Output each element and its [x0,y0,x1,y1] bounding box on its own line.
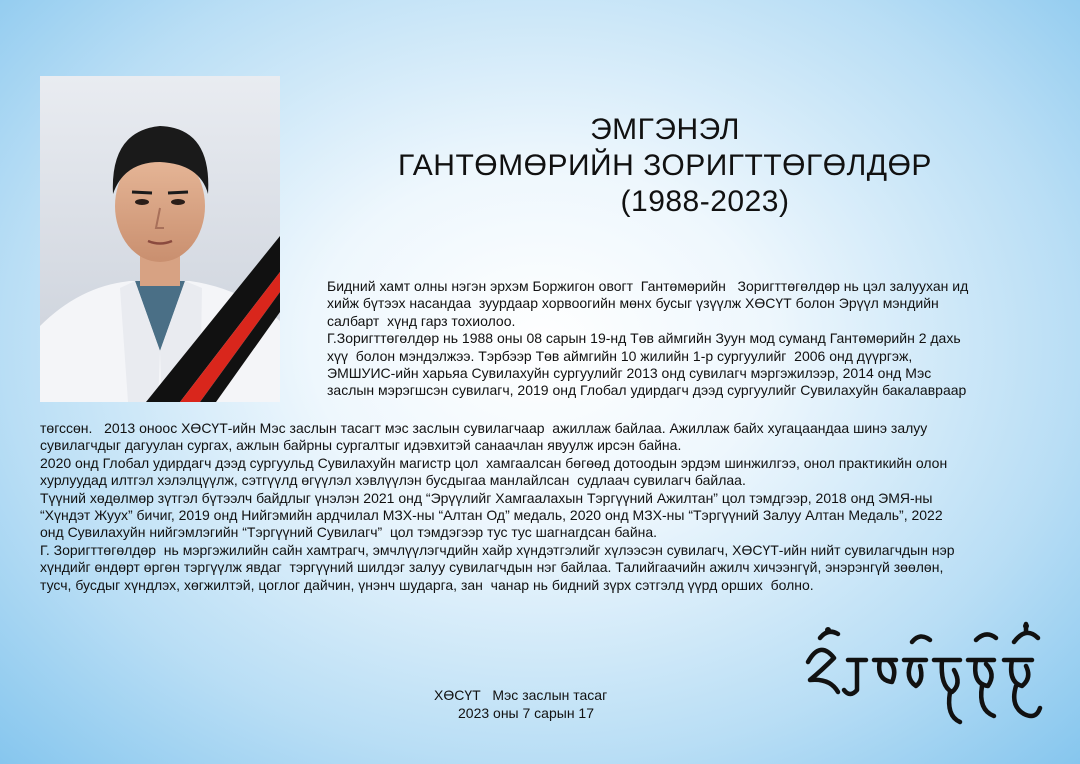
mantra-script-drawing [800,620,1050,740]
portrait-illustration [40,76,280,402]
signature-block [434,686,634,722]
biography-line: хүндийг өндөрт өргөн тэргүүлж явдаг тэргүүний шилдэг залуу сувилагчдын нэг байлаа. Талийгаачийн ажилч хичээнгүй, энэрэнгүй зөөлөн, [40,559,944,576]
biography-text-lower [40,420,1050,594]
memorial-title-block [380,112,950,220]
tibetan-mantra-calligraphy [800,620,1050,740]
biography-line: Г. Зоригттөгөлдөр нь мэргэжилийн сайн хамтрагч, эмчлүүлэгчдийн хайр хүндэтгэлийг хүлээсэн сувилагч, ХӨСҮТ-ийн нийт сувилагчдын нэр [40,541,955,558]
biography-line: “Хүндэт Жуух” бичиг, 2019 онд Нийгэмийн ардчилал МЗХ-ны “Алтан Од” медаль, 2020 онд МЗХ-ны “Тэргүүний Залуу Алтан Медаль”, 2022 [40,507,943,524]
biography-line: Бидний хамт олны нэгэн эрхэм Боржигон овогт Гантөмөрийн Зоригттөгөлдөр нь цэл залуухан ид [327,278,969,294]
biography-line: төгссөн. 2013 оноос ХӨСҮТ-ийн Мэс заслын тасагт мэс заслын сувилагчаар ажиллаж байлаа. Ажиллаж байх хугацаандаа шинэ залуу [40,420,928,436]
biography-line: тусч, бусдыг хүндлэх, хөгжилтэй, цоглог дайчин, үнэнч шударга, зан чанар нь бидний зүрх сэтгэлд үүрд орших болно. [40,576,814,593]
biography-line: хурлуудад илтгэл хэлэлцүүлж, сэтгүүлд өгүүлэл хэвлүүлэн бусдыгаа манлайлсан судлаач сувилагч байлаа. [40,472,746,489]
deceased-name: ГАНТӨМӨРИЙН ЗОРИГТТӨГӨЛДӨР [398,149,932,182]
biography-line: заслын мэрэгшсэн сувилагч, 2019 онд Глобал удирдагч дээд сургуулийг Сувилахуйн бакалавраар [327,382,967,399]
biography-line: онд Сувилахуйн нийгэмлэгийн “Тэргүүний Сувилагч” цол тэмдэгээр тус тус шагнагдсан байна. [40,524,658,541]
biography-line: ЭМШУИС-ийн харьяа Сувилахуйн сургуулийг 2013 онд сувилагч мэргэжилээр, 2014 онд Мэс [327,365,932,382]
signature-organization: ХӨСҮТ Мэс заслын тасаг [434,687,608,703]
biography-line: сувилагчдыг дагуулан сургах, ажлын байрны сургалтыг идэвхитэй санаачлан явуулж ирсэн байна. [40,437,682,454]
biography-line: Г.Зоригттөгөлдөр нь 1988 оны 08 сарын 19-нд Төв аймгийн Зуун мод суманд Гантөмөрийн 2 дахь [327,330,961,347]
biography-line: Түүний хөдөлмөр зүтгэл бүтээлч байдлыг үнэлэн 2021 онд “Эрүүлийг Хамгаалахын Тэргүүний Ажилтан” цол тэмдгээр, 2018 онд ЭМЯ-ны [40,489,933,506]
biography-line: хүү болон мэндэлжээ. Тэрбээр Төв аймгийн 10 жилийн 1-р сургуулийг 2006 онд дүүргэж, [327,347,913,364]
memorial-title: ЭМГЭНЭЛ [590,113,740,146]
life-years: (1988-2023) [620,185,790,218]
biography-line: хийж бүтээх насандаа зуурдаар хорвоогийн мөнх бусыг үзүүлж ХӨСҮТ болон Эрүүл мэндийн [327,295,939,312]
biography-line: 2020 онд Глобал удирдагч дээд сургуульд Сувилахуйн магистр цол хамгаалсан бөгөөд дотоодын эрдэм шинжилгээ, онол практикийн олон [40,454,948,471]
biography-text-upper [327,278,1042,400]
portrait-photo [40,76,280,402]
biography-line: салбарт хүнд гарз тохиолоо. [327,312,516,329]
signature-date: 2023 оны 7 сарын 17 [458,705,595,721]
